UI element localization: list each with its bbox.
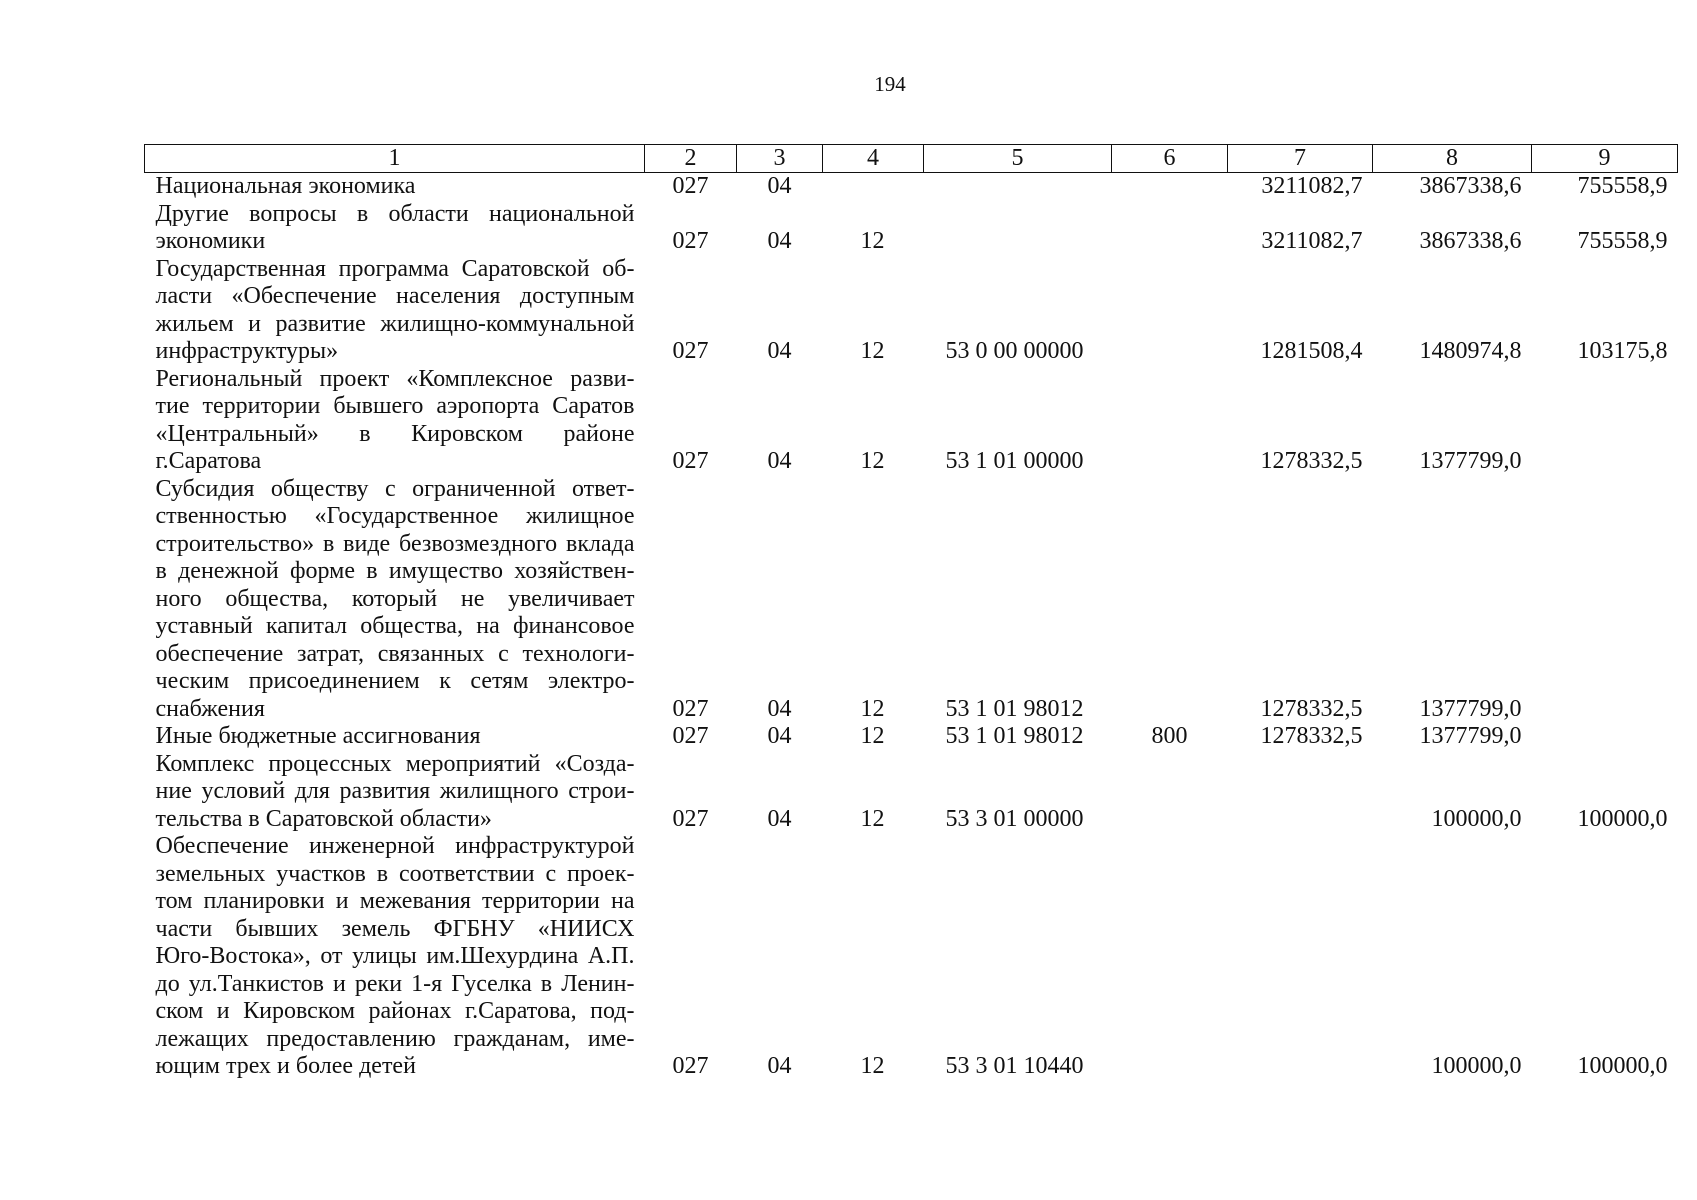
cell-name-line: Юго-Востока», от улицы им.Шехурдина А.П. <box>155 943 635 969</box>
cell-amount-col-9: 103175,8 <box>1577 338 1668 364</box>
cell-name <box>145 366 645 476</box>
cell-name-line: земельных участков в соответствии с проек- <box>155 860 635 887</box>
cell-amount-col-7: 3211082,7 <box>1261 173 1363 199</box>
cell-name-line: ческим присоединением к сетям электро- <box>155 668 635 694</box>
cell-name <box>145 201 645 256</box>
cell-amount-col-8: 1480974,8 <box>1419 338 1522 364</box>
cell-name-line: ском и Кировском районах г.Саратова, под- <box>155 998 635 1024</box>
cell-name-line: экономики <box>155 228 266 254</box>
cell-target-article: 53 3 01 00000 <box>945 805 1084 832</box>
cell-ministry-code: 027 <box>672 695 709 722</box>
cell-name-line: в денежной форме в имущество хозяйствен- <box>155 558 635 584</box>
cell-section: 04 <box>767 805 792 832</box>
cell-expense-type <box>1112 833 1228 1081</box>
cell-section: 04 <box>767 695 792 722</box>
table-row <box>145 201 1678 256</box>
table-row <box>145 173 1678 201</box>
cell-expense-type <box>1112 476 1228 724</box>
cell-amount-col-9: 755558,9 <box>1577 228 1668 254</box>
header-row <box>145 145 1678 173</box>
header-col-7: 7 <box>1228 145 1373 173</box>
cell-name-line: ственностью «Государственное жилищное <box>155 503 635 529</box>
cell-section: 04 <box>767 228 792 254</box>
cell-name-line: тие территории бывшего аэропорта Саратов <box>155 393 635 419</box>
cell-name-line: ласти «Обеспечение населения доступным <box>155 283 635 309</box>
cell-expense-type <box>1112 751 1228 834</box>
cell-ministry-code: 027 <box>672 805 709 832</box>
cell-name-line: части бывших земель ФГБНУ «НИИСХ <box>155 915 635 942</box>
cell-amount-col-9: 100000,0 <box>1577 1053 1668 1079</box>
header-col-2: 2 <box>645 145 737 173</box>
cell-subsection <box>823 173 924 201</box>
cell-name-line: инфраструктуры» <box>155 338 339 364</box>
cell-name-line: строительство» в виде безвозмездного вклада <box>155 530 635 557</box>
cell-name <box>145 833 645 1081</box>
cell-amount-col-7: 1278332,5 <box>1260 448 1363 474</box>
cell-name-line: Субсидия обществу с ограниченной ответ- <box>155 475 635 502</box>
header-col-3: 3 <box>737 145 823 173</box>
cell-subsection: 12 <box>860 448 885 474</box>
cell-target-article: 53 1 01 98012 <box>945 695 1084 722</box>
cell-name-line: ющим трех и более детей <box>155 1053 416 1079</box>
cell-target-article: 53 0 00 00000 <box>945 338 1084 364</box>
cell-target-article <box>924 173 1112 201</box>
cell-amount-col-7: 1281508,4 <box>1260 338 1363 364</box>
cell-name-line: «Центральный» в Кировском районе <box>155 420 635 447</box>
cell-name-line: Государственная программа Саратовской об- <box>155 255 635 282</box>
cell-ministry-code: 027 <box>672 228 709 254</box>
table-row <box>145 476 1678 724</box>
cell-section: 04 <box>767 1053 792 1079</box>
cell-name <box>145 256 645 366</box>
cell-name-line: жильем и развитие жилищно-коммунальной <box>155 310 635 337</box>
table-row <box>145 256 1678 366</box>
cell-name <box>145 476 645 724</box>
cell-name <box>145 723 645 751</box>
cell-name-line: Обеспечение инженерной инфраструктурой <box>155 833 635 859</box>
cell-target-article: 53 1 01 98012 <box>945 723 1084 749</box>
table-row <box>145 723 1678 751</box>
cell-target-article: 53 1 01 00000 <box>945 448 1084 474</box>
cell-amount-col-8: 1377799,0 <box>1419 448 1522 474</box>
table-row <box>145 833 1678 1081</box>
table-row <box>145 751 1678 834</box>
cell-name-line: обеспечение затрат, связанных с технологи- <box>155 640 635 667</box>
table-row <box>145 366 1678 476</box>
cell-amount-col-8: 1377799,0 <box>1419 723 1522 749</box>
cell-amount-col-8: 3867338,6 <box>1419 228 1522 254</box>
cell-amount-col-7: 1278332,5 <box>1260 723 1363 749</box>
cell-name-line: г.Саратова <box>155 448 262 474</box>
cell-subsection: 12 <box>860 695 885 722</box>
cell-name-line: Национальная экономика <box>155 173 416 199</box>
cell-amount-col-9 <box>1532 723 1678 751</box>
cell-name-line: снабжения <box>155 695 265 722</box>
cell-name <box>145 751 645 834</box>
cell-expense-type <box>1112 201 1228 256</box>
cell-expense-type <box>1112 366 1228 476</box>
cell-section: 04 <box>767 173 792 199</box>
table-body <box>145 173 1678 1081</box>
cell-amount-col-9: 100000,0 <box>1577 805 1668 832</box>
cell-name-line: Региональный проект «Комплексное разви- <box>155 365 635 392</box>
cell-section: 04 <box>767 338 792 364</box>
cell-name-line: тельства в Саратовской области» <box>155 805 492 832</box>
header-col-1: 1 <box>145 145 645 173</box>
cell-name-line: лежащих предоставлению гражданам, име- <box>155 1025 635 1052</box>
cell-subsection: 12 <box>860 338 885 364</box>
cell-ministry-code: 027 <box>672 338 709 364</box>
cell-section: 04 <box>767 448 792 474</box>
page-number: 194 <box>874 72 906 96</box>
cell-name-line: Иные бюджетные ассигнования <box>155 723 481 749</box>
cell-amount-col-8: 100000,0 <box>1431 1053 1522 1079</box>
cell-name-line: ние условий для развития жилищного строи- <box>155 778 635 804</box>
cell-name-line: Комплекс процессных мероприятий «Созда- <box>155 750 635 777</box>
header-col-9: 9 <box>1532 145 1678 173</box>
cell-expense-type: 800 <box>1151 723 1188 749</box>
cell-amount-col-9: 755558,9 <box>1577 173 1668 199</box>
cell-subsection: 12 <box>860 1053 885 1079</box>
cell-target-article <box>924 201 1112 256</box>
cell-expense-type <box>1112 256 1228 366</box>
cell-ministry-code: 027 <box>672 723 709 749</box>
cell-amount-col-7: 1278332,5 <box>1260 695 1363 722</box>
budget-table <box>144 144 1678 1081</box>
cell-name-line: уставный капитал общества, на финансовое <box>155 613 635 639</box>
cell-amount-col-8: 100000,0 <box>1431 805 1522 832</box>
cell-ministry-code: 027 <box>672 448 709 474</box>
cell-target-article: 53 3 01 10440 <box>945 1053 1084 1079</box>
cell-ministry-code: 027 <box>672 1053 709 1079</box>
header-col-6: 6 <box>1112 145 1228 173</box>
header-col-8: 8 <box>1373 145 1532 173</box>
cell-amount-col-9 <box>1532 476 1678 724</box>
cell-subsection: 12 <box>860 723 885 749</box>
cell-name-line: том планировки и межевания территории на <box>155 888 635 914</box>
cell-expense-type <box>1112 173 1228 201</box>
cell-subsection: 12 <box>860 228 885 254</box>
cell-amount-col-8: 3867338,6 <box>1419 173 1522 199</box>
cell-amount-col-7 <box>1228 751 1373 834</box>
cell-subsection: 12 <box>860 805 885 832</box>
cell-amount-col-7 <box>1228 833 1373 1081</box>
cell-name <box>145 173 645 201</box>
cell-section: 04 <box>767 723 792 749</box>
cell-amount-col-9 <box>1532 366 1678 476</box>
cell-amount-col-8: 1377799,0 <box>1419 695 1522 722</box>
header-col-4: 4 <box>823 145 924 173</box>
cell-name-line: Другие вопросы в области национальной <box>155 200 635 227</box>
cell-ministry-code: 027 <box>672 173 709 199</box>
table-header <box>145 145 1678 173</box>
header-col-5: 5 <box>924 145 1112 173</box>
cell-name-line: ного общества, который не увеличивает <box>155 585 635 612</box>
cell-name-line: до ул.Танкистов и реки 1-я Гуселка в Ленин- <box>155 970 635 997</box>
cell-amount-col-7: 3211082,7 <box>1261 228 1363 254</box>
